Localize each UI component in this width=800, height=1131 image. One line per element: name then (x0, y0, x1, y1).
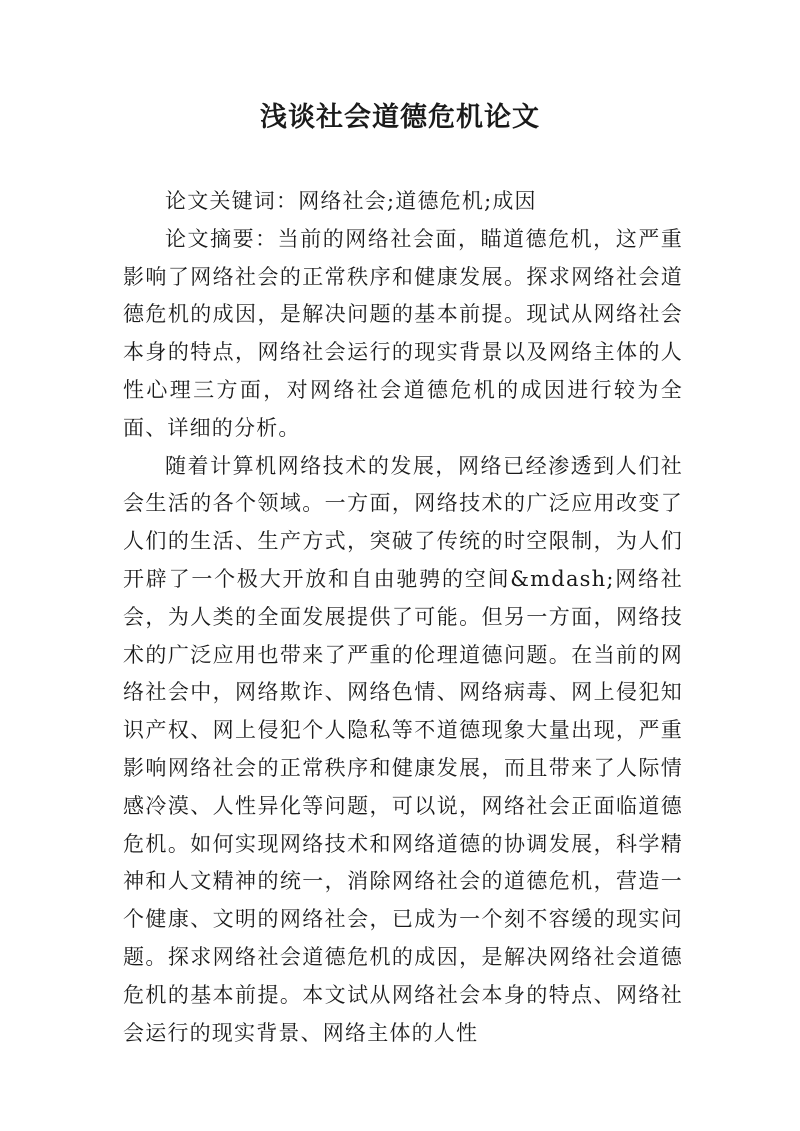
document-body (123, 183, 683, 1052)
document-title: 浅谈社会道德危机论文 (260, 102, 540, 133)
keywords-paragraph: 论文关键词：网络社会;道德危机;成因 (165, 189, 537, 213)
body-paragraph: 随着计算机网络技术的发展，网络已经渗透到人们社会生活的各个领域。一方面，网络技术的广泛应用改变了人们的生活、生产方式，突破了传统的时空限制，为人们开辟了一个极大开放和自由驰骋的空间&mdash;网络社会，为人类的全面发展提供了可能。但另一方面，网络技术的广泛应用也带来了严重的伦理道德问题。在当前的网络社会中，网络欺诈、网络色情、网络病毒、网上侵犯知识产权、网上侵犯个人隐私等不道德现象大量出现，严重影响网络社会的正常秩序和健康发展，而且带来了人际情感冷漠、人性异化等问题，可以说，网络社会正面临道德危机。如何实现网络技术和网络道德的协调发展，科学精神和人文精神的统一，消除网络社会的道德危机，营造一个健康、文明的网络社会，已成为一个刻不容缓的现实问题。探求网络社会道德危机的成因，是解决网络社会道德危机的基本前提。本文试从网络社会本身的特点、网络社会运行的现实背景、网络主体的人性 (123, 453, 683, 1045)
abstract-paragraph: 论文摘要：当前的网络社会面，瞄道德危机，这严重影响了网络社会的正常秩序和健康发展。探求网络社会道德危机的成因，是解决问题的基本前提。现试从网络社会本身的特点，网络社会运行的现实背景以及网络主体的人性心理三方面，对网络社会道德危机的成因进行较为全面、详细的分析。 (123, 226, 683, 440)
